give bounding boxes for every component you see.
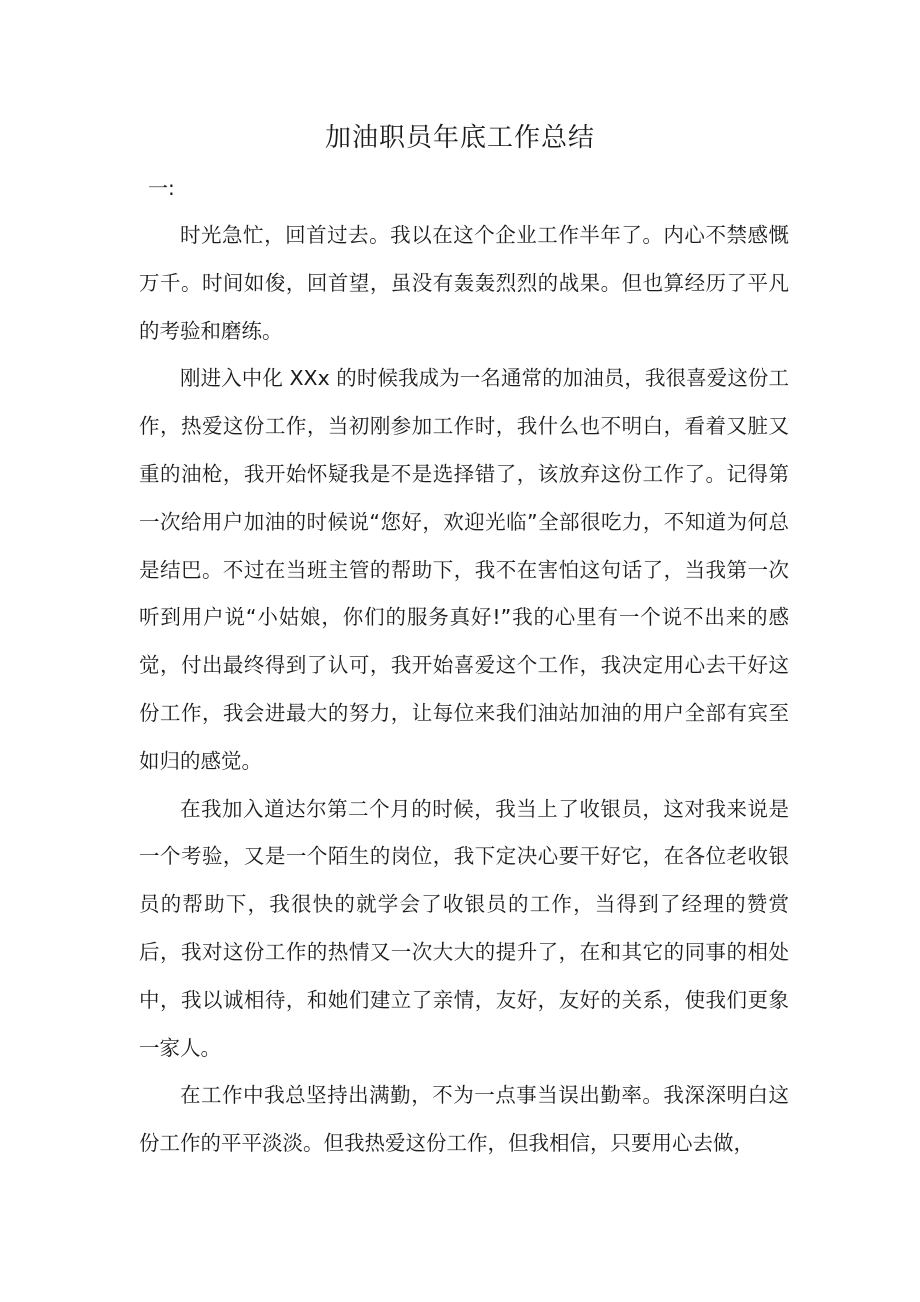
paragraph-2: 刚进入中化 XXx 的时候我成为一名通常的加油员，我很喜爱这份工作，热爱这份工作，当初刚参加工作时，我什么也不明白，看着又脏又重的油枪，我开始怀疑我是不是选择错了，该放弃这份工作了。记得第一次给用户加油的时候说“您好，欢迎光临”全部很吃力，不知道为何总是结巴。不过在当班主管的帮助下，我不在害怕这句话了，当我第一次听到用户说“小姑娘，你们的服务真好!”我的心里有一个说不出来的感觉，付出最终得到了认可，我开始喜爱这个工作，我决定用心去干好这份工作，我会进最大的努力，让每位来我们油站加油的用户全部有宾至如归的感觉。 (139, 366, 789, 773)
paragraph-1: 时光急忙，回首过去。我以在这个企业工作半年了。内心不禁感慨万千。时间如俊，回首望，虽没有轰轰烈烈的战果。但也算经历了平凡的考验和磨练。 (139, 223, 789, 343)
document-body (139, 212, 789, 1168)
document-title: 加油职员年底工作总结 (324, 123, 595, 153)
paragraph-3: 在我加入道达尔第二个月的时候，我当上了收银员，这对我来说是一个考验，又是一个陌生的岗位，我下定决心要干好它，在各位老收银员的帮助下，我很快的就学会了收银员的工作，当得到了经理的赞赏后，我对这份工作的热情又一次大大的提升了，在和其它的同事的相处中，我以诚相待，和她们建立了亲情，友好，友好的关系，使我们更象一家人。 (139, 796, 789, 1060)
paragraph-4: 在工作中我总坚持出满勤，不为一点事当误出勤率。我深深明白这份工作的平平淡淡。但我热爱这份工作，但我相信，只要用心去做， (139, 1083, 789, 1156)
section-number: 一: (148, 176, 175, 200)
